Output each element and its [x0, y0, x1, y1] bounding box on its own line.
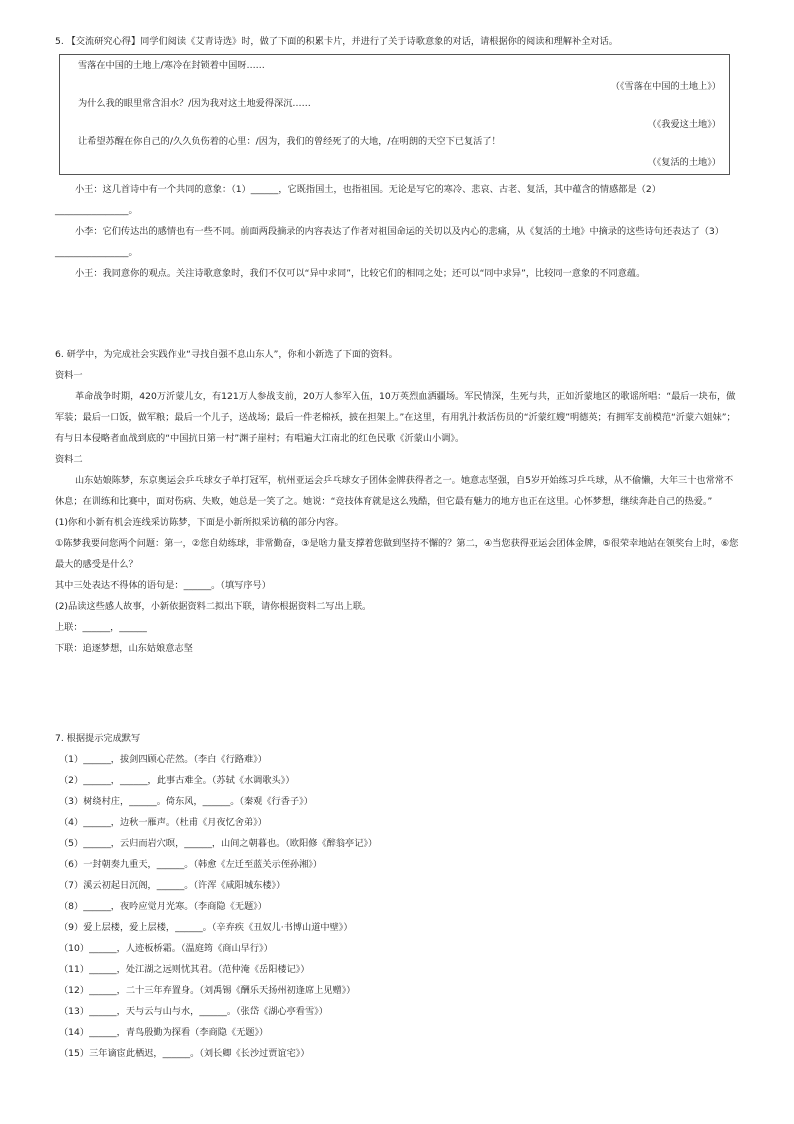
material-2-text: 山东姑娘陈梦，东京奥运会乒乓球女子单打冠军，杭州亚运会乒乓球女子团体金牌获得者之一。她意志坚强，自5岁开始练习乒乓球，从不偷懒，大年三十也常常不休息；在训练和比赛中，面对伤病、失败，她总是一笑了之。她说：“竞技体育就是这么残酷，但它最有魅力的地方也正在这里。心怀梦想，继续奔赴自己的热爱。”: [55, 475, 734, 507]
card-poem-1: 雪落在中国的土地上/寒冷在封锁着中国呀……: [78, 60, 265, 71]
interview-draft: ①陈梦我要问您两个问题：第一，②您自幼练球，非常勤奋，③是啥力量支撑着您做到坚持不懈的？第二，④当您获得亚运会团体金牌，⑤很荣幸地站在领奖台上时，⑥您最大的感受是什么？: [55, 538, 739, 570]
card-source-3: （《复活的土地》）: [647, 157, 721, 168]
couplet-upper: 上联：______，______: [55, 622, 147, 633]
dialog-xiaowang-1: 小王：这几首诗中有一个共同的意象：（1）______，它既指国土，也指祖国。无论是写它的寒冷、悲哀、古老、复活，其中蕴含的情感都是（2）________________。: [55, 184, 661, 216]
dictation-item: （1）______，拔剑四顾心茫然。（李白《行路难》）: [59, 754, 267, 765]
dictation-item: （12）______，二十三年弃置身。（刘禹锡《酬乐天扬州初逢席上见赠》）: [59, 985, 356, 996]
question-6: [55, 344, 740, 659]
subquestion-1-prompt: 其中三处表达不得体的语句是：______。（填写序号）: [55, 580, 271, 591]
dictation-item: （3）树绕村庄，______。倚东风，______。（秦观《行香子》）: [59, 796, 313, 807]
dictation-item: （8）______，夜吟应觉月光寒。（李商隐《无题》）: [59, 901, 267, 912]
card-poem-3: 让希望苏醒在你自己的/久久负伤着的心里：/因为，我们的曾经死了的大地，/在明朗的天空下已复活了！: [78, 136, 501, 147]
card-source-2: （《我爱这土地》）: [647, 119, 721, 130]
dictation-item: （2）______，______，此事古难全。（苏轼《水调歌头》）: [59, 775, 295, 786]
accumulation-card: [59, 54, 730, 175]
subquestion-1: (1)你和小新有机会连线采访陈梦，下面是小新所拟采访稿的部分内容。: [55, 517, 344, 528]
dialog: [55, 179, 740, 284]
dictation-item: （11）______，处江湖之远则忧其君。（范仲淹《岳阳楼记》）: [59, 964, 310, 975]
question-7-title: 7. 根据提示完成默写: [55, 733, 141, 744]
dialog-xiaowang-2: 小王：我同意你的观点。关注诗歌意象时，我们不仅可以“异中求同”，比较它们的相同之处；还可以“同中求异”，比较同一意象的不同意蕴。: [75, 268, 646, 279]
question-5: [55, 36, 740, 284]
dictation-item: （5）______，云归而岩穴暝，______，山间之朝暮也。（欧阳修《醉翁亭记》）: [59, 838, 378, 849]
question-6-title: 6. 研学中，为完成社会实践作业“寻找自强不息山东人”，你和小新选了下面的资料。: [55, 349, 398, 360]
question-7: [55, 728, 740, 1064]
dictation-item: （4）______，边秋一雁声。（杜甫《月夜忆舍弟》）: [59, 817, 267, 828]
dictation-item: （13）______，天与云与山与水，______。（张岱《湖心亭看雪》）: [59, 1006, 328, 1017]
dialog-xiaoli: 小李：它们传达出的感情也有一些不同。前面两段摘录的内容表达了作者对祖国命运的关切以及内心的悲痛，从《复活的土地》中摘录的这些诗句还表达了（3）________________。: [55, 226, 724, 258]
dictation-item: （10）______，人迹板桥霜。（温庭筠《商山早行》）: [59, 943, 273, 954]
card-poem-2: 为什么我的眼里常含泪水？/因为我对这土地爱得深沉……: [78, 98, 311, 109]
exam-page: [55, 36, 740, 1059]
material-2-label: 资料二: [55, 454, 83, 465]
dictation-item: （14）______，青鸟殷勤为探看（李商隐《无题》）: [59, 1027, 269, 1038]
dictation-item: （9）爱上层楼，爱上层楼，______。（辛弃疾《丑奴儿·书博山道中壁》）: [59, 922, 353, 933]
question-5-title: 5. 【交流研究心得】同学们阅读《艾青诗选》时，做了下面的积累卡片，并进行了关于诗歌意象的对话，请根据你的阅读和理解补全对话。: [55, 36, 618, 47]
dictation-item: （7）溪云初起日沉阁，______。（许浑《咸阳城东楼》）: [59, 880, 286, 891]
material-1-text: 革命战争时期，420万沂蒙儿女，有121万人参战支前，20万人参军入伍，10万英烈血洒疆场。军民情深，生死与共，正如沂蒙地区的歌谣所唱：“最后一块布，做军装；最后一口饭，做军粮；最后一个儿子，送战场；最后一件老棉袄，披在担架上。”在这里，有用乳汁救活伤员的“沂蒙红嫂”明德英；有拥军支前模范“沂蒙六姐妹”；有与日本侵略者血战到底的“中国抗日第一村”渊子崖村；有唱遍大江南北的红色民歌《沂蒙山小调》。: [55, 391, 736, 444]
card-source-1: （《雪落在中国的土地上》）: [610, 81, 721, 92]
dictation-item: （15）三年谪宦此栖迟，______。（刘长卿《长沙过贾谊宅》）: [59, 1048, 310, 1059]
subquestion-2: (2)品读这些感人故事，小新依据资料二拟出下联，请你根据资料二写出上联。: [55, 601, 372, 612]
couplet-lower: 下联：追逐梦想，山东姑娘意志坚: [55, 643, 193, 654]
dictation-item: （6）一封朝奏九重天，______。（韩愈《左迁至蓝关示侄孙湘》）: [59, 859, 323, 870]
material-1-label: 资料一: [55, 370, 83, 381]
